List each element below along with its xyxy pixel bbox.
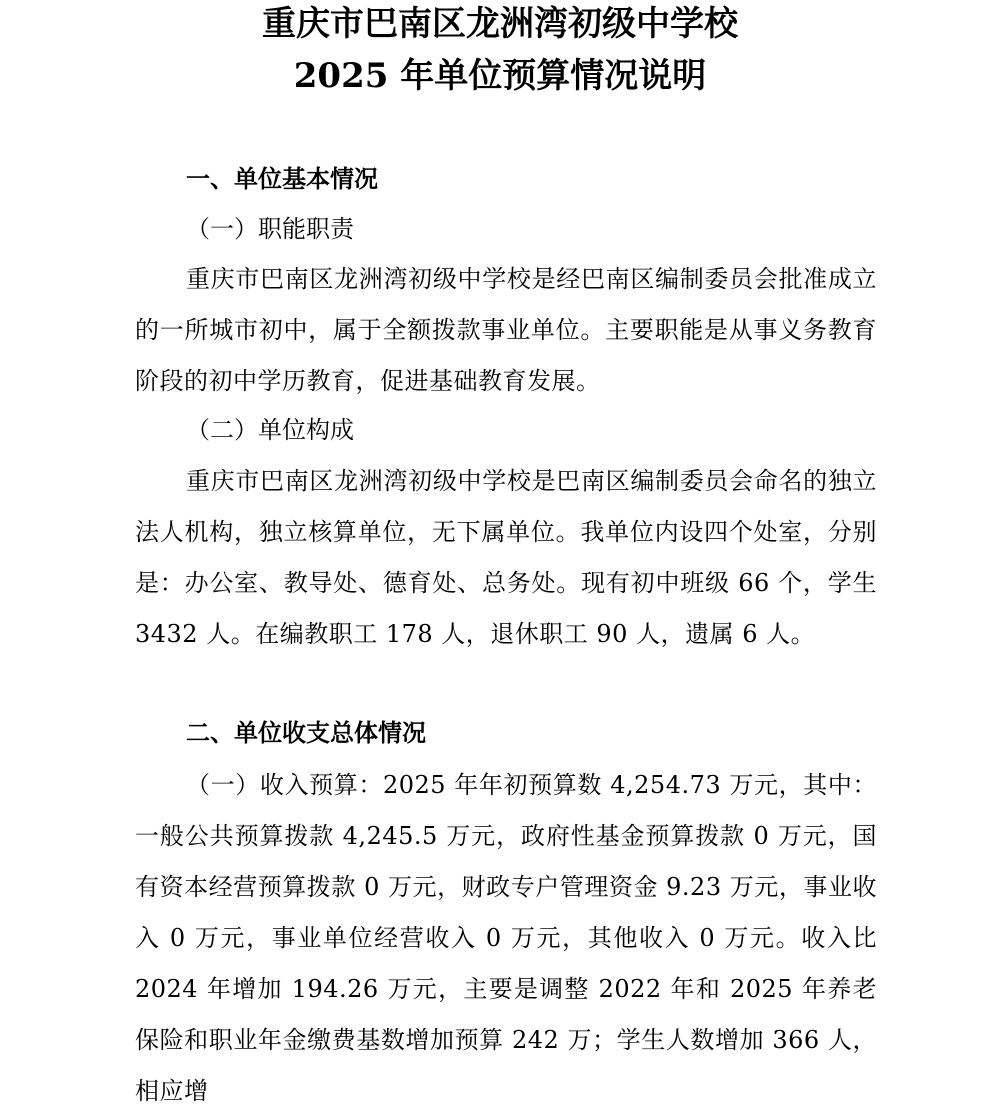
section1-heading: 一、单位基本情况 [186, 165, 378, 193]
document-title-line2: 2025 年单位预算情况说明 [293, 56, 707, 96]
section2-heading: 二、单位收支总体情况 [186, 719, 426, 747]
section1-sub2-heading: （二）单位构成 [186, 416, 354, 444]
section2-sub1-paragraph: （一）收入预算：2025 年年初预算数 4,254.73 万元，其中：一般公共预算拨款 4,245.5 万元，政府性基金预算拨款 0 万元，国有资本经营预算拨款 0 万元，财政专户管理资金 9.23 万元，事业收入 0 万元，事业单位经营收入 0 万元，其他收入 0 万元。收入比 2024 年增加 194.26 万元，主要是调整 2022 年和 2025 年养老保险和职业年金缴费基数增加预算 242 万；学生人数增加 366 人，相应增 [135, 771, 877, 1105]
section1-sub2-paragraph: 重庆市巴南区龙洲湾初级中学校是巴南区编制委员会命名的独立法人机构，独立核算单位，无下属单位。我单位内设四个处室，分别是：办公室、教导处、德育处、总务处。现有初中班级 66 个，学生 3432 人。在编教职工 178 人，退休职工 90 人，遗属 6 人。 [135, 467, 877, 648]
section1-sub1-paragraph: 重庆市巴南区龙洲湾初级中学校是经巴南区编制委员会批准成立的一所城市初中，属于全额拨款事业单位。主要职能是从事义务教育阶段的初中学历教育，促进基础教育发展。 [135, 265, 877, 395]
document-title-line1: 重庆市巴南区龙洲湾初级中学校 [262, 4, 738, 44]
section1-sub1-heading: （一）职能职责 [186, 215, 354, 243]
